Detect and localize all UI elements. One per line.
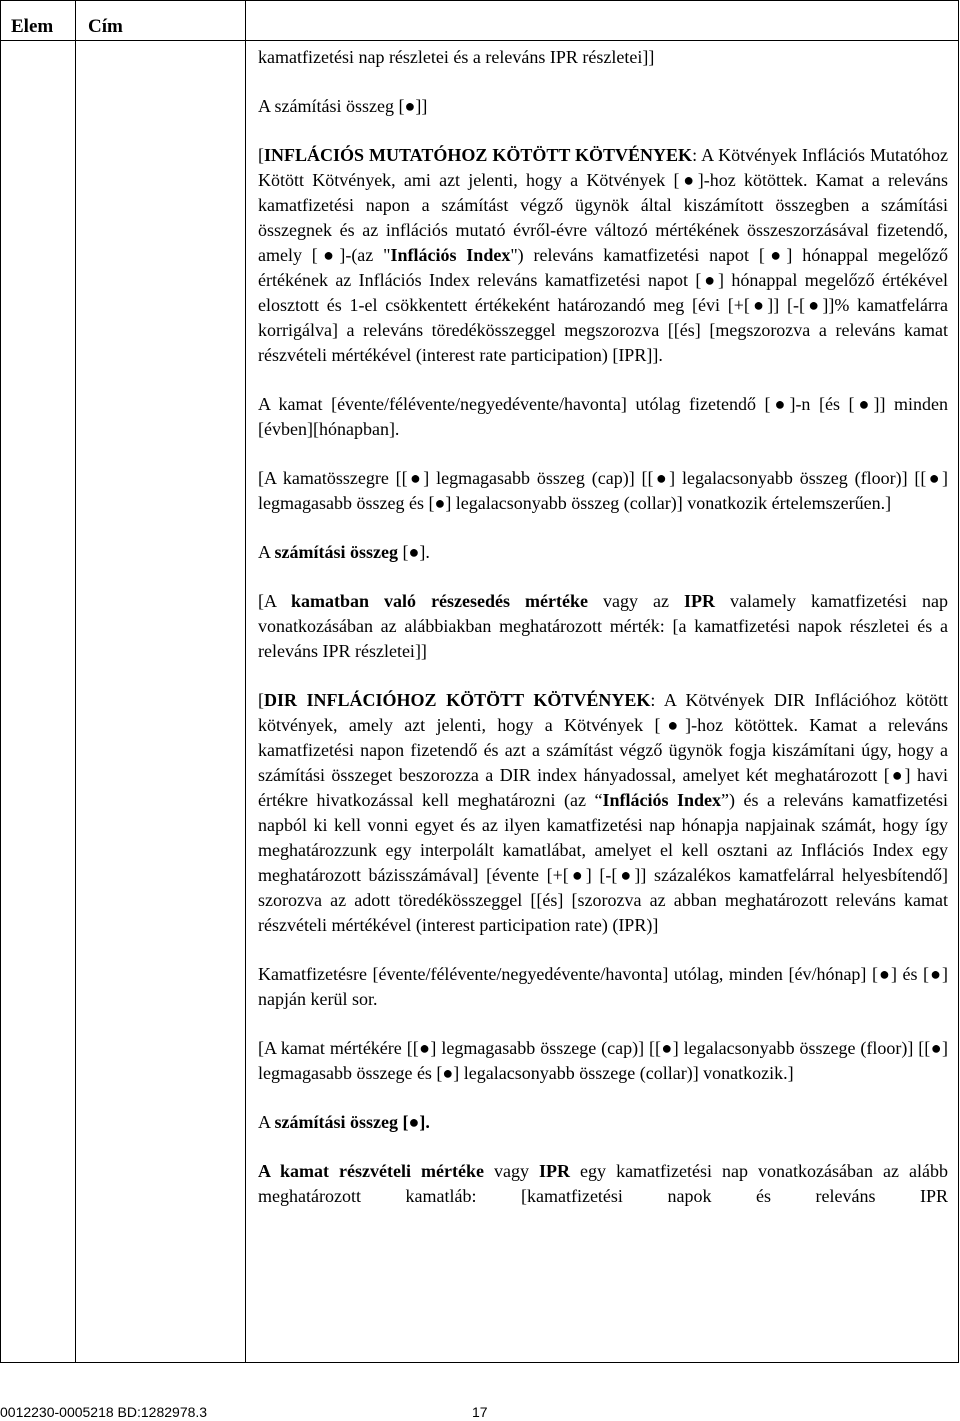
- text-segment: [: [258, 690, 264, 710]
- bold-text-segment: A kamat részvételi mértéke: [258, 1161, 484, 1181]
- bold-text-segment: IPR: [684, 591, 716, 611]
- bold-text-segment: számítási összeg [●].: [274, 1112, 430, 1132]
- paragraph-inflation-index-linked-bonds: [258, 143, 948, 368]
- text-segment: valamely kamatfizetési nap vonatkozásában az alábbiakban meghatározott mérték: [a kamatfizetési napok részletei és a releváns IPR részletei]]: [258, 591, 948, 661]
- header-cim-label: Cím: [88, 16, 123, 37]
- text-segment: [A: [258, 591, 292, 611]
- paragraph-cap-floor-2: [258, 1036, 948, 1086]
- bold-text-segment: kamatban való részesedés mértéke: [291, 591, 589, 611]
- paragraph-interest-payment-2: [258, 962, 948, 1012]
- header-cim-cell: [76, 1, 246, 41]
- text-segment: kamatfizetési nap részletei és a releváns IPR részletei]]: [258, 47, 655, 67]
- paragraph-calculation-amount-3: [258, 1110, 948, 1135]
- bold-text-segment: DIR INFLÁCIÓHOZ KÖTÖTT KÖTVÉNYEK: [264, 690, 651, 710]
- bold-text-segment: Inflációs Index: [602, 790, 721, 810]
- bold-text-segment: INFLÁCIÓS MUTATÓHOZ KÖTÖTT KÖTVÉNYEK: [264, 145, 693, 165]
- paragraph-cap-floor: [258, 466, 948, 516]
- text-segment: vagy: [483, 1161, 540, 1181]
- page-number: 17: [472, 1404, 488, 1420]
- text-segment: [●].: [398, 542, 430, 562]
- text-segment: [: [258, 145, 264, 165]
- paragraph-continuation: [258, 45, 948, 70]
- paragraph-calculation-amount: [258, 94, 948, 119]
- text-segment: A: [258, 542, 275, 562]
- text-segment: [A kamat mértékére [[●] legmagasabb összege (cap)] [[●] legalacsonyabb összege (floor)] [[●] legmagasabb összege és [●] legalacsonyabb összege (collar)] vonatkozik.]: [258, 1038, 948, 1083]
- document-reference: 0012230-0005218 BD:1282978.3: [0, 1404, 208, 1420]
- paragraph-participation-rate: [258, 1159, 948, 1209]
- bold-text-segment: IPR: [539, 1161, 571, 1181]
- header-content-cell: [246, 1, 958, 41]
- text-segment: : A Kötvények Inflációs Mutatóhoz Kötött Kötvények, ami azt jelenti, hogy a Kötvények [●]-hoz kötöttek. Kamat a releváns kamatfizetési napon a számítást végző ügynök által kiszámított összegben a számítási összegnek és az inflációs mutató évről-évre változó mértékének összeszorzásával fizetendő, amely [●]-(az ": [258, 145, 948, 265]
- header-elem-label: Elem: [11, 16, 54, 37]
- header-elem-cell: [1, 1, 76, 41]
- bold-text-segment: Inflációs Index: [390, 245, 511, 265]
- cim-cell: [76, 41, 246, 1362]
- text-segment: ") releváns kamatfizetési napot [●] hónappal megelőző értékének az Inflációs Index releváns kamatfizetési napot [●] hónappal megelőző értékével elosztott és 1-el csökkentett értékeként határozandó meg [évi [+[●]] [-[●]]% kamatfelárra korrigálva] a releváns töredékösszeggel megszorozva [[és] [megszorozva a releváns kamat részvételi mértékével (interest rate participation) [IPR]].: [258, 245, 949, 365]
- text-segment: Kamatfizetésre [évente/félévente/negyedévente/havonta] utólag, minden [év/hónap] [●] és [●] napján kerül sor.: [258, 964, 948, 1009]
- text-segment: A számítási összeg [●]]: [258, 96, 428, 116]
- content-cell: [246, 41, 958, 1362]
- text-segment: [A kamatösszegre [[●] legmagasabb összeg (cap)] [[●] legalacsonyabb összeg (floor)] [[●] legmagasabb összeg és [●] legalacsonyabb összeg (collar)] vonatkozik értelemszerűen.]: [258, 468, 948, 513]
- paragraph-calculation-amount-2: [258, 540, 948, 565]
- text-segment: : A Kötvények DIR Inflációhoz kötött kötvények, amely azt jelenti, hogy a Kötvények [●]-hoz kötöttek. Kamat a releváns kamatfizetési napon fizetendő és azt a számítást végző ügynök fogja kiszámítani úgy, hogy a számítási összeget beszorozza a DIR index hányadossal, amelyet két meghatározott [●] havi értékre hivatkozással kell meghatározni (az “: [258, 690, 949, 810]
- text-segment: A: [258, 1112, 275, 1132]
- text-segment: A kamat [évente/félévente/negyedévente/havonta] utólag fizetendő [●]-n [és [●]] minden [évben][hónapban].: [258, 394, 948, 439]
- paragraph-ipr-definition: [258, 589, 948, 664]
- elem-cell: [1, 41, 76, 1362]
- text-segment: egy kamatfizetési nap vonatkozásában az alább meghatározott kamatláb: [kamatfizetési napok és releváns IPR: [258, 1161, 948, 1206]
- paragraph-interest-payment: [258, 392, 948, 442]
- text-segment: vagy az: [588, 591, 685, 611]
- paragraph-dir-inflation-linked-bonds: [258, 688, 948, 938]
- text-segment: ”) és a releváns kamatfizetési napból ki kell vonni egyet és az ilyen kamatfizetési nap hónapja napjainak számát, hogy így meghatározzunk egy interpolált kamatlábat, amelyet el kell osztani az Inflációs Index egy meghatározott bázisszámával] [évente [+[●] [-[●]] százalékos kamatfelárral helyesbítendő] szorozva az adott töredékösszeggel [[és] [szorozva az abban meghatározott releváns kamat részvételi mértékével (interest participation rate) (IPR)]: [258, 790, 948, 935]
- bold-text-segment: számítási összeg: [274, 542, 398, 562]
